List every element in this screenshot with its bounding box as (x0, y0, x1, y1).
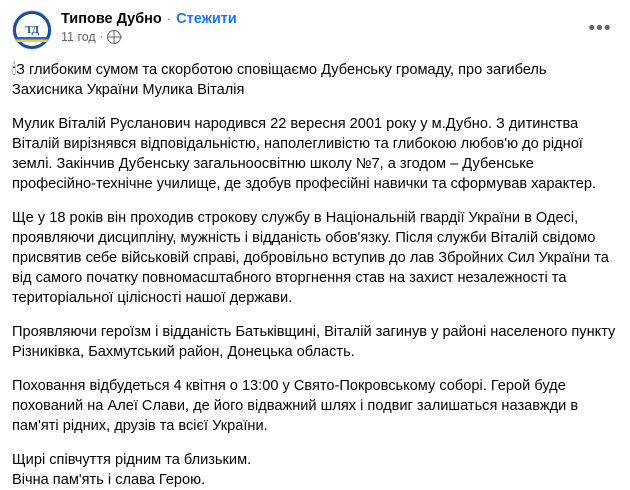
post-header (12, 10, 618, 58)
page-name[interactable]: Типове Дубно (61, 11, 162, 27)
post-header-text (61, 10, 237, 44)
avatar-flag-band (13, 37, 51, 42)
post-paragraph-6: Щирі співчуття рідним та близьким. (12, 452, 252, 468)
globe-icon (107, 30, 121, 44)
avatar-initials: ТД (25, 24, 39, 36)
post-paragraph-1: 🕯З глибоким сумом та скорботою сповіщаємо Дубенську громаду, про загибель Захисника України Мулика Віталія (12, 62, 547, 98)
post-paragraph-7: Вічна пам'ять і слава Герою. (12, 472, 206, 488)
post-paragraph-5: Поховання відбудеться 4 квітня о 13:00 у Свято-Покровському соборі. Герой буде похований на Алеї Слави, де його відважний шлях і подвиг залишаться назавжди в пам'яті рідних, друзів та всієї України. (12, 378, 579, 434)
post-paragraph-4: Проявляючи героїзм і відданість Батьківщині, Віталій загинув у районі населеного пункту Різниківка, Бахмутський район, Донецька область. (12, 324, 616, 360)
post-body (12, 58, 618, 490)
name-separator: · (166, 11, 172, 26)
meta-separator: · (99, 31, 104, 43)
post-timestamp[interactable]: 11 год (61, 30, 96, 44)
page-name-row (61, 11, 237, 27)
follow-button[interactable]: Стежити (176, 11, 237, 27)
post-paragraph-2: Мулик Віталій Русланович народився 22 вересня 2001 року у м.Дубно. З дитинства Віталій вирізнявся відповідальністю, наполегливістю та глибокою любов'ю до рідної землі. Закінчив Дубенську загальноосвітню школу №7, а згодом – Дубенське професійно-технічне училище, де здобув професійні навички та сформував характер. (12, 116, 597, 192)
post-meta-row (61, 30, 237, 44)
avatar[interactable] (12, 10, 52, 50)
post-paragraph-3: Ще у 18 років він проходив строкову службу в Національній гвардії України в Одесі, проявляючи дисципліну, мужність і відданість обов'язку. Після служби Віталій свідомо присвятив себе військовій справі, добровільно вступив до лав Збройних Сил України та від самого початку повномасштабного вторгнення став на захист незалежності та територіальної цілісності нашої держави. (12, 210, 609, 306)
more-options-button[interactable]: ••• (588, 17, 612, 39)
